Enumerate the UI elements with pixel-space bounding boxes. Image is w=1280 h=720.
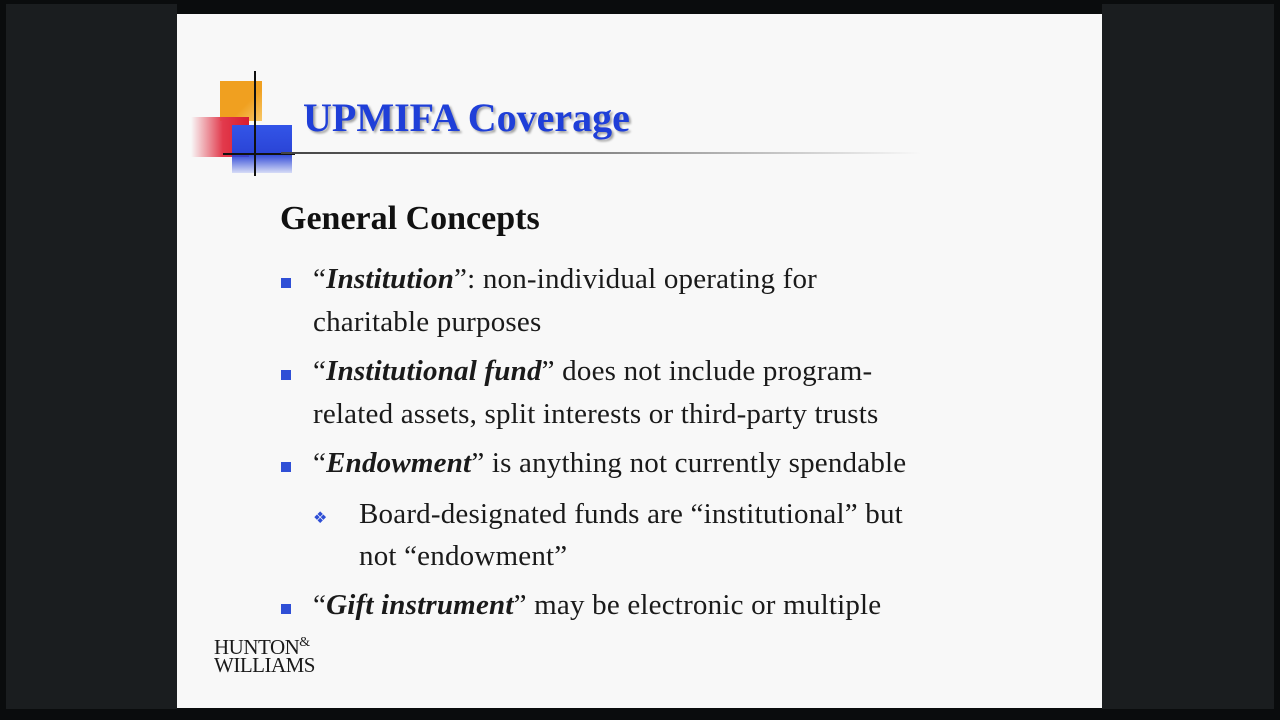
square-bullet-icon (281, 604, 291, 614)
square-bullet-icon (281, 370, 291, 380)
bullet-item-institution-continued: charitable purposes (313, 306, 542, 338)
term-institution: Institution (326, 263, 455, 295)
logo-ampersand: & (299, 635, 310, 650)
blue-square-decoration (232, 125, 292, 173)
item-text: does not include program- (554, 355, 873, 387)
item-text: is anything not currently spendable (484, 447, 907, 479)
slide-title: UPMIFA Coverage (303, 95, 630, 140)
open-quote: “ (313, 355, 327, 387)
hunton-williams-logo (214, 634, 315, 677)
item-text: : non-individual operating for (467, 263, 818, 295)
square-bullet-icon (281, 462, 291, 472)
logo-line-1: HUNTON (214, 635, 300, 659)
open-quote: “ (313, 447, 327, 479)
vertical-line-decoration (254, 71, 256, 176)
term-endowment: Endowment (326, 447, 472, 479)
frame-left-panel (6, 4, 177, 709)
square-bullet-icon (281, 278, 291, 288)
term-institutional-fund: Institutional fund (326, 355, 542, 387)
logo-line-2: WILLIAMS (214, 653, 315, 677)
close-quote: ” (513, 589, 527, 621)
bullet-item-institutional-fund (313, 355, 872, 388)
close-quote: ” (541, 355, 555, 387)
item-text: may be electronic or multiple (526, 589, 882, 621)
open-quote: “ (313, 589, 327, 621)
sub-item-board-designated-continued: not “endowment” (359, 540, 568, 572)
sub-item-board-designated: Board-designated funds are “institutional” but (359, 498, 903, 530)
bullet-item-endowment (313, 447, 906, 480)
bullet-item-institutional-fund-continued: related assets, split interests or third-party trusts (313, 398, 879, 430)
title-underline-rule (281, 152, 921, 154)
bullet-item-gift-instrument (313, 589, 881, 622)
close-quote: ” (471, 447, 485, 479)
bullet-item-institution (313, 263, 817, 296)
diamond-bullet-icon: ❖ (313, 508, 328, 527)
close-quote: ” (454, 263, 468, 295)
open-quote: “ (313, 263, 327, 295)
presentation-slide (177, 14, 1102, 708)
term-gift-instrument: Gift instrument (326, 589, 514, 621)
frame-right-panel (1102, 4, 1274, 709)
section-heading: General Concepts (280, 200, 540, 237)
